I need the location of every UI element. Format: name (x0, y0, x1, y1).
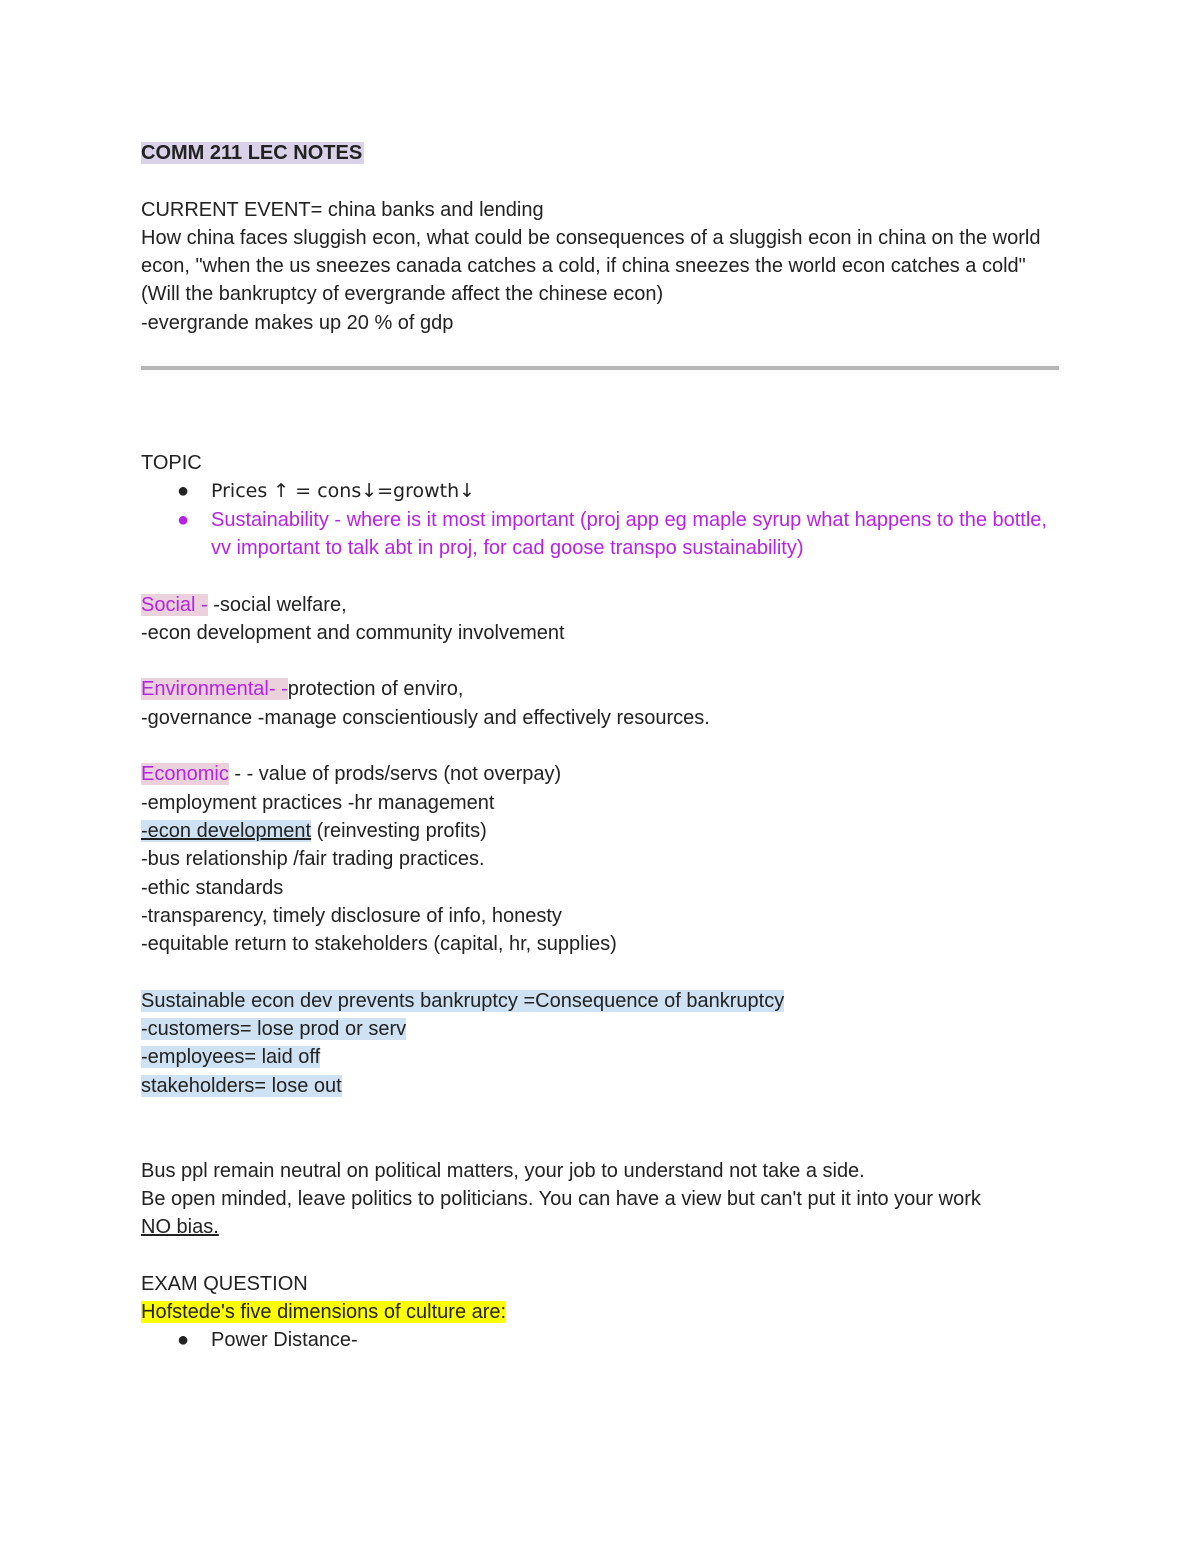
economic-line-6: -transparency, timely disclosure of info, honesty (141, 904, 562, 927)
social-line (141, 591, 1059, 619)
politics-line-1: Bus ppl remain neutral on political matters, your job to understand not take a side. (141, 1159, 865, 1182)
politics-line-2: Be open minded, leave politics to politicians. You can have a view but can't put it into your work (141, 1187, 981, 1210)
bullet-icon: ● (177, 1329, 190, 1352)
bankruptcy-text: Sustainable econ dev prevents bankruptcy =Consequence of bankruptcy (141, 989, 785, 1012)
bankruptcy-line (141, 987, 1059, 1015)
power-distance-bullet: Power Distance- (211, 1329, 358, 1352)
spacer (141, 370, 1059, 449)
current-event-body: How china faces sluggish econ, what could be consequences of a sluggish econ in china on the world econ, "when the us sneezes canada catches a cold, if china sneezes the world econ catches a cold" (141, 226, 1041, 278)
social-line-2: -econ development and community involvement (141, 621, 565, 644)
spacer (141, 958, 1059, 986)
environmental-line (141, 675, 1059, 703)
exam-question: Hofstede's five dimensions of culture are: (141, 1300, 507, 1323)
topic-heading: TOPIC (141, 452, 202, 475)
current-event-heading: CURRENT EVENT= china banks and lending (141, 198, 544, 221)
spacer (141, 1100, 1059, 1128)
spacer (141, 562, 1059, 590)
current-event-question: (Will the bankruptcy of evergrande affect the chinese econ) (141, 283, 664, 306)
prices-bullet: Prices ↑ = cons↓=growth↓ (211, 480, 476, 503)
document-page (141, 139, 1059, 1355)
environmental-line-2: -governance -manage conscientiously and effectively resources. (141, 706, 710, 729)
economic-line (141, 760, 1059, 788)
econ-development-label: -econ development (141, 819, 312, 842)
politics-line-3 (141, 1213, 1059, 1241)
sustainability-bullet: Sustainability - where is it most important (proj app eg maple syrup what happens to the bottle, vv important to talk abt in proj, for cad goose transpo sustainability) (211, 508, 1047, 559)
list-item (141, 1326, 1059, 1354)
spacer (141, 1128, 1059, 1156)
environmental-label: Environmental- - (141, 678, 288, 701)
bankruptcy-line (141, 1043, 1059, 1071)
bankruptcy-line (141, 1015, 1059, 1043)
title-line (141, 139, 1059, 167)
economic-rest: - - value of prods/servs (not overpay) (228, 763, 562, 786)
bankruptcy-text: -employees= laid off (141, 1046, 321, 1069)
econ-development-rest: (reinvesting profits) (311, 819, 487, 842)
exam-question-line (141, 1298, 1059, 1326)
social-rest: -social welfare, (207, 593, 347, 616)
list-item (141, 477, 1059, 505)
bullet-icon: ● (177, 480, 190, 503)
social-label: Social - (141, 593, 208, 616)
bankruptcy-line (141, 1072, 1059, 1100)
list-item (141, 506, 1059, 563)
spacer (141, 647, 1059, 675)
topic-list (141, 477, 1059, 562)
economic-line-5: -ethic standards (141, 876, 284, 899)
economic-label: Economic (141, 763, 229, 786)
bankruptcy-text: -customers= lose prod or serv (141, 1018, 407, 1041)
spacer (141, 167, 1059, 195)
economic-line-2: -employment practices -hr management (141, 791, 495, 814)
exam-heading: EXAM QUESTION (141, 1272, 308, 1295)
spacer (141, 1241, 1059, 1269)
econ-development-line (141, 817, 1059, 845)
bullet-icon: ● (177, 508, 190, 531)
environmental-rest: protection of enviro, (287, 678, 464, 701)
page-title: COMM 211 LEC NOTES (141, 142, 363, 164)
economic-line-7: -equitable return to stakeholders (capital, hr, supplies) (141, 933, 617, 956)
economic-line-4: -bus relationship /fair trading practices. (141, 848, 485, 871)
current-event-fact: -evergrande makes up 20 % of gdp (141, 311, 454, 334)
no-bias-text: NO bias. (141, 1216, 219, 1239)
spacer (141, 732, 1059, 760)
exam-list (141, 1326, 1059, 1354)
bankruptcy-text: stakeholders= lose out (141, 1074, 342, 1097)
